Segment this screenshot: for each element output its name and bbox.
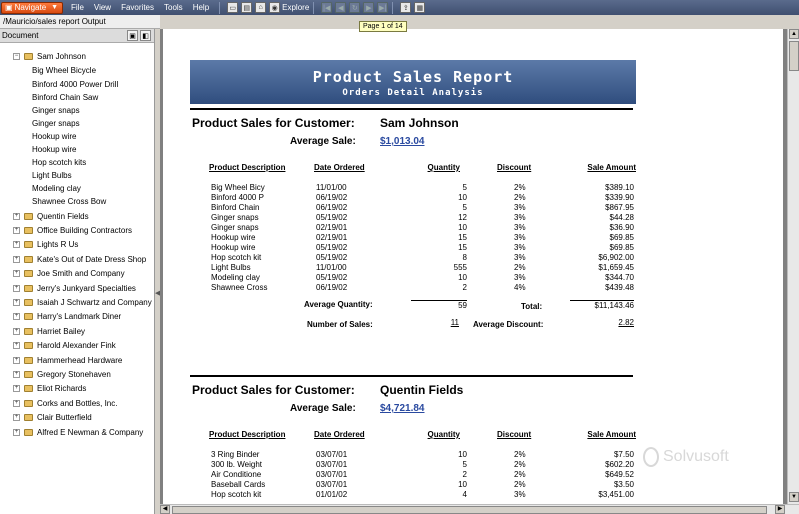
cell-product: Light Bulbs bbox=[211, 263, 251, 272]
column-header-quantity: Quantity bbox=[427, 430, 460, 439]
menu-favorites[interactable]: Favorites bbox=[121, 3, 154, 12]
average-quantity-value: 59 bbox=[411, 300, 467, 310]
first-page-icon[interactable]: |◀ bbox=[321, 2, 332, 13]
cell-amount: $6,902.00 bbox=[598, 253, 634, 262]
column-header-product: Product Description bbox=[209, 430, 286, 439]
cell-discount: 3% bbox=[514, 253, 526, 262]
explore-button[interactable]: Explore bbox=[282, 3, 310, 12]
home-icon[interactable]: ⌂ bbox=[255, 2, 266, 13]
cell-amount: $867.95 bbox=[605, 203, 634, 212]
folder-icon bbox=[24, 313, 33, 320]
tree-node-alfred-e-newman-company[interactable] bbox=[0, 426, 143, 439]
folder-icon bbox=[24, 241, 33, 248]
cell-date: 06/19/02 bbox=[316, 193, 348, 202]
expand-icon[interactable]: + bbox=[14, 241, 19, 248]
cell-amount: $649.52 bbox=[605, 470, 634, 479]
folder-icon bbox=[24, 371, 33, 378]
cell-date: 11/01/00 bbox=[316, 183, 347, 192]
menu-file[interactable]: File bbox=[71, 3, 84, 12]
tree-item[interactable]: Ginger snaps bbox=[32, 118, 80, 128]
cell-product: Air Conditione bbox=[211, 470, 262, 479]
tree-item[interactable]: Light Bulbs bbox=[32, 171, 72, 181]
cell-discount: 3% bbox=[514, 490, 526, 499]
tree-node-label: Alfred E Newman & Company bbox=[37, 427, 144, 437]
number-of-sales-label: Number of Sales: bbox=[307, 320, 373, 329]
cell-date: 03/07/01 bbox=[316, 460, 348, 469]
toolbar-separator bbox=[392, 2, 393, 14]
folder-icon bbox=[24, 213, 33, 220]
watermark bbox=[643, 447, 729, 467]
cell-amount: $69.85 bbox=[609, 243, 634, 252]
folder-icon bbox=[24, 400, 33, 407]
cell-date: 01/01/02 bbox=[316, 490, 348, 499]
column-header-date: Date Ordered bbox=[314, 163, 365, 172]
tree-node-hammerhead-hardware[interactable] bbox=[0, 354, 122, 367]
tree-item[interactable]: Binford Chain Saw bbox=[32, 92, 99, 102]
print-icon[interactable]: ▦ bbox=[414, 2, 425, 13]
cell-product: Big Wheel Bicy bbox=[211, 183, 265, 192]
cell-date: 06/19/02 bbox=[316, 203, 348, 212]
expand-icon[interactable]: + bbox=[14, 284, 19, 291]
collapse-panel-icon[interactable]: ◀ bbox=[155, 290, 161, 297]
cell-discount: 2% bbox=[514, 263, 526, 272]
customer-prefix: Product Sales for Customer: bbox=[192, 383, 355, 397]
cell-discount: 3% bbox=[514, 273, 526, 282]
expand-icon[interactable]: + bbox=[14, 226, 19, 233]
tree-node-label: Harry's Landmark Diner bbox=[37, 312, 122, 322]
customer-name: Sam Johnson bbox=[380, 116, 459, 130]
cell-quantity: 8 bbox=[462, 253, 467, 262]
expand-icon[interactable]: + bbox=[14, 255, 19, 262]
cell-quantity: 5 bbox=[462, 203, 467, 212]
tree-node-kate-s-out-of-date-dress-shop[interactable] bbox=[0, 253, 146, 266]
section-divider bbox=[190, 108, 633, 110]
cell-date: 03/07/01 bbox=[316, 450, 348, 459]
cell-quantity: 5 bbox=[462, 460, 467, 469]
folder-icon bbox=[24, 385, 33, 392]
expand-icon[interactable]: + bbox=[14, 399, 19, 406]
cell-amount: $36.90 bbox=[609, 223, 634, 232]
cell-product: Binford 4000 P bbox=[211, 193, 264, 202]
cell-quantity: 10 bbox=[458, 480, 467, 489]
average-sale-label: Average Sale: bbox=[290, 403, 356, 414]
cell-quantity: 15 bbox=[458, 233, 467, 242]
tree-item[interactable]: Shawnee Cross Bow bbox=[32, 197, 107, 207]
cell-product: Hookup wire bbox=[211, 233, 256, 242]
expand-icon[interactable]: + bbox=[14, 313, 19, 320]
cell-quantity: 5 bbox=[462, 183, 467, 192]
column-header-discount: Discount bbox=[497, 163, 532, 172]
average-discount-label: Average Discount: bbox=[473, 320, 544, 329]
report-banner bbox=[190, 60, 636, 104]
export-icon[interactable]: ⇪ bbox=[400, 2, 411, 13]
expand-icon[interactable]: + bbox=[14, 212, 19, 219]
cell-amount: $3,451.00 bbox=[598, 490, 634, 499]
horizontal-scrollbar[interactable] bbox=[160, 504, 799, 514]
cell-amount: $344.70 bbox=[605, 273, 634, 282]
cell-quantity: 2 bbox=[462, 283, 467, 292]
cell-amount: $339.90 bbox=[605, 193, 634, 202]
cell-date: 02/19/01 bbox=[316, 233, 348, 242]
cell-quantity: 12 bbox=[458, 213, 467, 222]
last-page-icon[interactable]: ▶| bbox=[377, 2, 388, 13]
cell-product: Binford Chain bbox=[211, 203, 260, 212]
cell-discount: 3% bbox=[514, 243, 526, 252]
cell-quantity: 10 bbox=[458, 273, 467, 282]
tree-header bbox=[0, 29, 154, 43]
report-page bbox=[163, 29, 783, 504]
cell-amount: $389.10 bbox=[605, 183, 634, 192]
navigate-button[interactable] bbox=[1, 2, 63, 14]
tree-node-label: Corks and Bottles, Inc. bbox=[37, 398, 118, 408]
document-path: /Mauricio/sales report Output bbox=[0, 15, 160, 29]
expand-icon[interactable]: + bbox=[14, 414, 19, 421]
cell-quantity: 10 bbox=[458, 450, 467, 459]
folder-icon bbox=[24, 270, 33, 277]
report-viewer bbox=[160, 29, 787, 504]
menu-view[interactable]: View bbox=[93, 3, 112, 12]
navigate-label: Navigate bbox=[14, 3, 47, 12]
cell-quantity: 2 bbox=[462, 470, 467, 479]
expand-icon[interactable]: + bbox=[14, 370, 19, 377]
folder-icon bbox=[24, 285, 33, 292]
tree-node-label: Clair Butterfield bbox=[37, 413, 92, 423]
cell-date: 05/19/02 bbox=[316, 213, 348, 222]
column-header-quantity: Quantity bbox=[427, 163, 460, 172]
folder-icon bbox=[24, 429, 33, 436]
cell-quantity: 15 bbox=[458, 243, 467, 252]
menu-help[interactable]: Help bbox=[192, 3, 210, 12]
cell-quantity: 10 bbox=[458, 193, 467, 202]
tree-item[interactable]: Hookup wire bbox=[32, 145, 77, 154]
expand-icon[interactable]: + bbox=[14, 385, 19, 392]
tree-item[interactable]: Big Wheel Bicycle bbox=[32, 66, 97, 76]
previous-page-icon[interactable]: ◀ bbox=[335, 2, 346, 13]
folder-icon bbox=[24, 227, 33, 234]
cell-amount: $7.50 bbox=[613, 450, 634, 459]
cell-date: 05/19/02 bbox=[316, 243, 348, 252]
cell-date: 03/07/01 bbox=[316, 480, 348, 489]
cell-amount: $69.85 bbox=[609, 233, 634, 242]
tree-node-label: Hammerhead Hardware bbox=[37, 355, 123, 365]
cell-product: Hookup wire bbox=[211, 243, 256, 252]
tree-node-label: Isaiah J Schwartz and Company bbox=[37, 297, 152, 307]
tree-node-label: Lights R Us bbox=[37, 240, 79, 250]
tree-node-label: Eliot Richards bbox=[37, 384, 87, 394]
cell-discount: 3% bbox=[514, 223, 526, 232]
tree-node-label: Harriet Bailey bbox=[37, 326, 86, 336]
tree-node-jerry-s-junkyard-specialties[interactable] bbox=[0, 282, 136, 295]
menu-tools[interactable]: Tools bbox=[164, 3, 183, 12]
tree-node-sam-johnson[interactable] bbox=[0, 50, 86, 63]
tree-node-gregory-stonehaven[interactable] bbox=[0, 368, 111, 381]
folder-icon bbox=[24, 299, 33, 306]
scroll-down-icon[interactable]: ▼ bbox=[789, 492, 799, 502]
cell-date: 05/19/02 bbox=[316, 273, 348, 282]
menubar bbox=[0, 0, 799, 15]
average-sale-value[interactable]: $1,013.04 bbox=[380, 136, 425, 147]
report-subtitle: Orders Detail Analysis bbox=[342, 88, 484, 98]
total-value: $11,143.46 bbox=[570, 300, 634, 310]
expand-icon[interactable]: + bbox=[14, 298, 19, 305]
cell-product: 3 Ring Binder bbox=[211, 450, 260, 459]
customer-name: Quentin Fields bbox=[380, 383, 464, 397]
collapse-icon[interactable]: − bbox=[14, 53, 19, 59]
number-of-sales-value: 11 bbox=[450, 318, 459, 327]
folder-icon bbox=[24, 414, 33, 421]
cell-product: Baseball Cards bbox=[211, 480, 266, 489]
folder-icon bbox=[24, 256, 33, 263]
new-document-icon[interactable]: ▭ bbox=[227, 2, 238, 13]
tree-node-isaiah-j-schwartz-and-company[interactable] bbox=[0, 296, 152, 309]
folder-icon bbox=[24, 357, 33, 364]
solvusoft-logo-icon bbox=[643, 447, 659, 467]
tree-node-label: Kate's Out of Date Dress Shop bbox=[37, 254, 147, 264]
cell-product: Ginger snaps bbox=[211, 223, 259, 232]
refresh-icon[interactable]: ↻ bbox=[349, 2, 360, 13]
tree-item[interactable]: Modeling clay bbox=[32, 184, 81, 194]
cell-discount: 3% bbox=[514, 213, 526, 222]
average-discount-value: 2.82 bbox=[618, 318, 634, 327]
cell-date: 03/07/01 bbox=[316, 470, 348, 479]
tree-node-label: Joe Smith and Company bbox=[37, 269, 125, 279]
watermark-text: Solvusoft bbox=[663, 448, 729, 466]
tree-node-harry-s-landmark-diner[interactable] bbox=[0, 310, 121, 323]
cell-discount: 2% bbox=[514, 450, 526, 459]
cell-product: Shawnee Cross bbox=[211, 283, 268, 292]
cell-product: Ginger snaps bbox=[211, 213, 259, 222]
average-sale-value[interactable]: $4,721.84 bbox=[380, 403, 425, 414]
cell-quantity: 555 bbox=[453, 263, 467, 272]
viewer-header bbox=[160, 15, 799, 29]
report-title: Product Sales Report bbox=[312, 68, 514, 86]
next-page-icon[interactable]: ▶ bbox=[363, 2, 374, 13]
tree-close-icon[interactable]: ◧ bbox=[140, 30, 151, 41]
cell-date: 11/01/00 bbox=[316, 263, 347, 272]
tree-node-office-building-contractors[interactable] bbox=[0, 224, 132, 237]
tree-node-clair-butterfield[interactable] bbox=[0, 411, 92, 424]
tree-node-label: Sam Johnson bbox=[37, 52, 86, 61]
cell-discount: 3% bbox=[514, 233, 526, 242]
expand-icon[interactable]: + bbox=[14, 428, 19, 435]
section-divider bbox=[190, 375, 633, 377]
tree-options-icon[interactable]: ▣ bbox=[127, 30, 138, 41]
cell-discount: 2% bbox=[514, 460, 526, 469]
tree-node-harold-alexander-fink[interactable] bbox=[0, 339, 116, 352]
horizontal-scroll-thumb[interactable] bbox=[172, 506, 767, 514]
toolbar-separator bbox=[313, 2, 314, 14]
column-header-amount: Sale Amount bbox=[587, 163, 636, 172]
cell-quantity: 10 bbox=[458, 223, 467, 232]
cell-discount: 2% bbox=[514, 183, 526, 192]
open-folder-icon[interactable]: ▤ bbox=[241, 2, 252, 13]
cell-date: 05/19/02 bbox=[316, 253, 348, 262]
folder-icon bbox=[24, 328, 33, 335]
tree-node-quentin-fields[interactable] bbox=[0, 210, 89, 223]
expand-icon[interactable]: + bbox=[14, 342, 19, 349]
cell-discount: 2% bbox=[514, 193, 526, 202]
column-header-amount: Sale Amount bbox=[587, 430, 636, 439]
cell-amount: $439.48 bbox=[605, 283, 634, 292]
tree-node-eliot-richards[interactable] bbox=[0, 382, 86, 395]
tree-node-joe-smith-and-company[interactable] bbox=[0, 267, 125, 280]
vertical-scrollbar[interactable] bbox=[787, 29, 799, 504]
cell-amount: $44.28 bbox=[609, 213, 634, 222]
customer-prefix: Product Sales for Customer: bbox=[192, 116, 355, 130]
tree-node-lights-r-us[interactable] bbox=[0, 238, 78, 251]
tree-item[interactable]: Binford 4000 Power Drill bbox=[32, 79, 119, 89]
vertical-scroll-thumb[interactable] bbox=[789, 41, 799, 71]
folder-icon bbox=[24, 53, 33, 60]
cell-amount: $3.50 bbox=[613, 480, 634, 489]
cell-product: Hop scotch kit bbox=[211, 490, 262, 499]
tree-item[interactable]: Ginger snaps bbox=[32, 105, 80, 115]
chevron-down-icon: ▼ bbox=[51, 4, 59, 11]
expand-icon[interactable]: + bbox=[14, 327, 19, 334]
column-header-product: Product Description bbox=[209, 163, 286, 172]
tree-node-label: Office Building Contractors bbox=[37, 225, 133, 235]
column-header-date: Date Ordered bbox=[314, 430, 365, 439]
total-label: Total: bbox=[521, 302, 543, 311]
tree-node-label: Gregory Stonehaven bbox=[37, 369, 111, 379]
tree-node-label: Harold Alexander Fink bbox=[37, 341, 116, 351]
tree-header-label: Document bbox=[2, 31, 39, 40]
cell-discount: 2% bbox=[514, 480, 526, 489]
explore-icon[interactable]: ◉ bbox=[269, 2, 280, 13]
document-tree-panel bbox=[0, 29, 155, 514]
cell-amount: $602.20 bbox=[605, 460, 634, 469]
scroll-right-icon[interactable]: ▶ bbox=[775, 505, 785, 514]
tree-node-label: Quentin Fields bbox=[37, 211, 89, 221]
tree-item[interactable]: Hop scotch kits bbox=[32, 158, 87, 168]
toolbar-separator bbox=[219, 2, 220, 14]
cell-amount: $1,659.45 bbox=[598, 263, 634, 272]
cell-discount: 4% bbox=[514, 283, 526, 292]
page-indicator: Page 1 of 14 bbox=[359, 21, 407, 32]
scroll-up-icon[interactable]: ▲ bbox=[789, 29, 799, 39]
cell-discount: 2% bbox=[514, 470, 526, 479]
cell-product: 300 lb. Weight bbox=[211, 460, 262, 469]
column-header-discount: Discount bbox=[497, 430, 532, 439]
navigate-icon: ▣ bbox=[5, 3, 13, 12]
scroll-left-icon[interactable]: ◀ bbox=[160, 505, 170, 514]
cell-product: Hop scotch kit bbox=[211, 253, 262, 262]
cell-quantity: 4 bbox=[462, 490, 467, 499]
tree-node-corks-and-bottles-inc[interactable] bbox=[0, 397, 117, 410]
average-quantity-label: Average Quantity: bbox=[304, 300, 373, 309]
cell-date: 02/19/01 bbox=[316, 223, 348, 232]
cell-discount: 3% bbox=[514, 203, 526, 212]
folder-icon bbox=[24, 342, 33, 349]
tree-item[interactable]: Hookup wire bbox=[32, 131, 77, 141]
average-sale-label: Average Sale: bbox=[290, 136, 356, 147]
cell-product: Modeling clay bbox=[211, 273, 260, 282]
cell-date: 06/19/02 bbox=[316, 283, 348, 292]
tree-node-harriet-bailey[interactable] bbox=[0, 325, 85, 338]
expand-icon[interactable]: + bbox=[14, 356, 19, 363]
tree-node-label: Jerry's Junkyard Specialties bbox=[37, 283, 136, 293]
expand-icon[interactable]: + bbox=[14, 270, 19, 277]
